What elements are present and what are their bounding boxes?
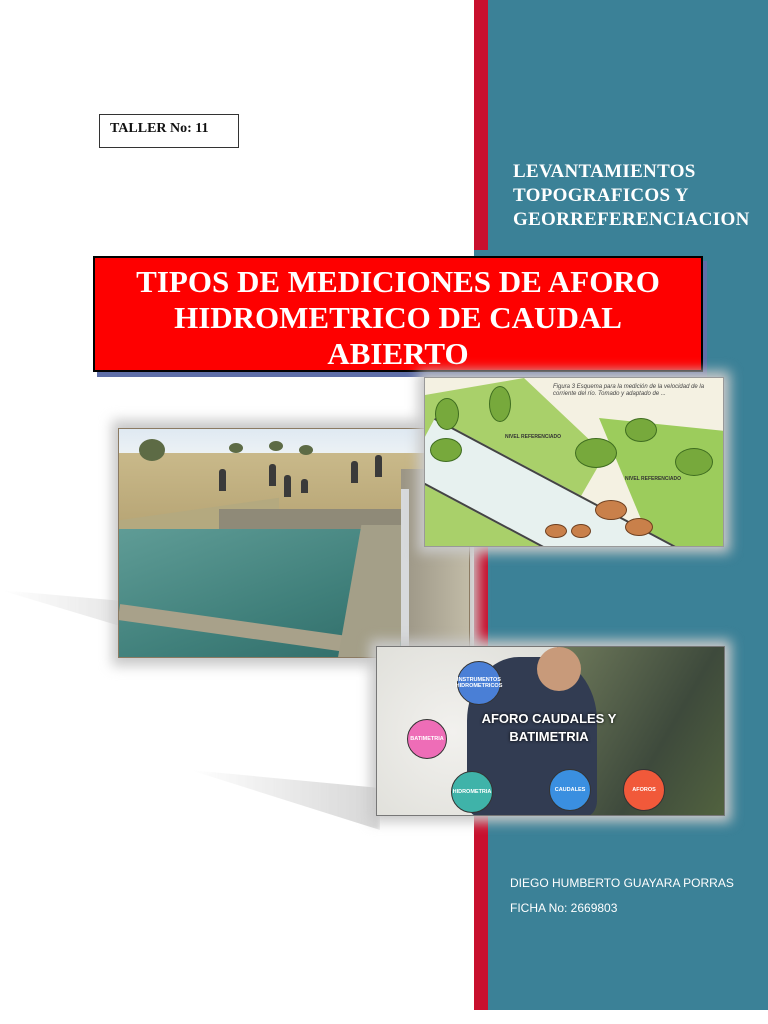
diagram-label: NIVEL REFERENCIADO [505, 434, 562, 440]
side-panel-bottom-gap [476, 1010, 768, 1024]
bush [575, 438, 617, 468]
stone [595, 500, 627, 520]
topic-bubble-label: BATIMETRIA [410, 736, 444, 742]
aforo-title-line-2: BATIMETRIA [509, 729, 589, 744]
person [351, 461, 358, 483]
tree [139, 439, 165, 461]
stone [625, 518, 653, 536]
tree [299, 445, 313, 455]
decorative-shadow [190, 770, 380, 830]
person [301, 479, 308, 493]
workshop-number-box [99, 114, 239, 148]
subject-title [513, 160, 758, 232]
main-title-line-1: TIPOS DE MEDICIONES DE AFORO [136, 264, 660, 299]
diagram-caption: Figura 3 Esquema para la medición de la velocidad de la corriente del río. Tomado y adaptado de ... [553, 384, 705, 397]
person [219, 469, 226, 491]
main-title-box [93, 256, 703, 372]
topic-bubble-label: HIDROMETRIA [452, 789, 492, 795]
tree [489, 386, 511, 422]
guard-rail [401, 489, 409, 658]
subject-line-2: TOPOGRAFICOS Y [513, 185, 689, 206]
topic-bubble-label: AFOROS [632, 787, 656, 793]
bush [430, 438, 462, 462]
tree [269, 441, 283, 451]
topic-bubble-label: INSTRUMENTOS HIDROMETRICOS [455, 677, 503, 689]
ficha-number: FICHA No: 2669803 [510, 901, 618, 915]
person [284, 475, 291, 497]
person [375, 455, 382, 477]
main-title [95, 264, 701, 372]
topic-bubble [407, 719, 447, 759]
topic-bubble [623, 769, 665, 811]
topic-bubble [457, 661, 501, 705]
workshop-number: TALLER No: 11 [110, 121, 209, 136]
topic-bubble-label: CAUDALES [554, 787, 586, 793]
aforo-title [459, 710, 639, 746]
bush [625, 418, 657, 442]
tree [229, 443, 243, 453]
author-name: DIEGO HUMBERTO GUAYARA PORRAS [510, 876, 734, 890]
stone [571, 524, 591, 538]
aforo-photo [376, 646, 725, 816]
subject-line-1: LEVANTAMIENTOS [513, 161, 696, 182]
tree [435, 398, 459, 430]
diagram-label: NIVEL REFERENCIADO [625, 476, 682, 482]
main-title-line-2: HIDROMETRICO DE CAUDAL [174, 300, 622, 335]
bush [675, 448, 713, 476]
main-title-line-3: ABIERTO [327, 336, 469, 371]
river-diagram-image [424, 377, 724, 547]
worker-head [537, 647, 581, 691]
topic-bubble [451, 771, 493, 813]
subject-line-3: GEORREFERENCIACION [513, 209, 750, 230]
stone [545, 524, 567, 538]
aforo-title-line-1: AFORO CAUDALES Y [481, 711, 617, 726]
topic-bubble [549, 769, 591, 811]
person [269, 464, 276, 486]
